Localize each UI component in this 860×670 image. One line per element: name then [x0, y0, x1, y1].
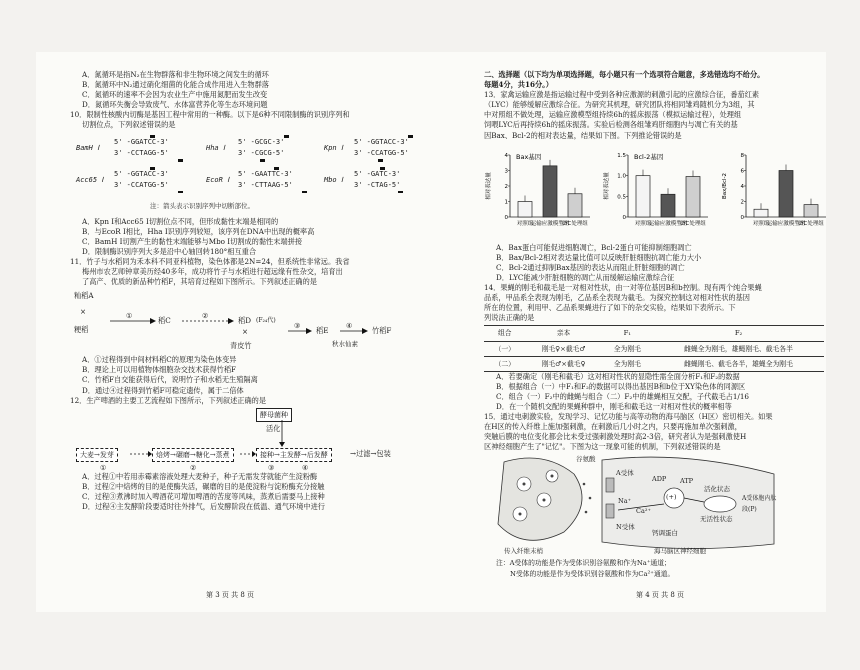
beer-step-1: ①	[100, 462, 107, 472]
filter-package-label: →过滤→包装	[350, 448, 391, 458]
x-tick-label: 对照组	[516, 220, 534, 227]
bar-charts-svg	[484, 143, 844, 243]
page-4-column	[484, 70, 844, 579]
activation-plus-label: (+)	[666, 493, 677, 502]
q14-stem-line1: 14．果蝇的刚毛和截毛是一对相对性状，由一对等位基因B和b控制。现有两个纯合果蝇	[484, 283, 762, 293]
table-header: F₁	[602, 326, 654, 341]
adp-label: ADP	[652, 475, 667, 484]
cut-site-arrows	[70, 133, 430, 193]
enzyme-kpni: Kpn Ⅰ	[324, 143, 343, 152]
y-axis-label: Bax/Bcl-2	[722, 172, 728, 199]
enzyme-ecori: EcoR Ⅰ	[206, 175, 230, 184]
bar	[686, 176, 700, 217]
step-2-label: ②	[202, 311, 209, 321]
q10-stem-line1: 10．限制性核酸内切酶是基因工程中常用的一种酶。以下是6种不同限制酶的识别序列和	[70, 110, 350, 120]
hippocampus-neuron-label: 海马脑区神经细胞	[654, 547, 706, 556]
beer-step-2: ②	[190, 462, 197, 472]
enzyme-hhai: Hha Ⅰ	[206, 143, 225, 152]
calmodulin-label: 钙调蛋白	[652, 529, 678, 538]
seq-ecori-top: 5' -GAATTC-3'	[238, 169, 293, 178]
bar	[754, 209, 768, 217]
y-tick-label: 3	[504, 168, 508, 175]
x-tick-label: LYC处理组	[562, 220, 588, 227]
bar	[779, 170, 793, 217]
q13-stem-line2: （LYC）能够缓解应激综合征。为研究其机理，研究团队将相同雏鸡随机分为3组，其	[484, 100, 755, 110]
enzyme-mboi: Mbo Ⅰ	[324, 175, 343, 184]
seq-hhai-bottom: 3' -CGCG-5'	[238, 148, 285, 157]
bar	[804, 204, 818, 216]
q14-option-c: C．组合（一）F₂中的雌蝇与组合（二）F₂中的雄蝇相互交配，子代截毛占1/16	[496, 391, 750, 401]
rice-d: 稻D	[238, 316, 251, 326]
parent-indica-a: 籼稻A	[74, 291, 94, 301]
y-tick-label: 1.0	[617, 173, 626, 180]
seq-hhai-top: 5' -GCGC-3'	[238, 137, 285, 146]
y-tick-label: 0	[622, 214, 626, 221]
barley-germination-box: 大麦→发芽	[76, 448, 118, 462]
calcium-label: Ca²⁺	[636, 507, 651, 516]
synapse-drawing	[484, 454, 844, 558]
seq-mboi-top: 5' -GATC-3'	[354, 169, 401, 178]
intracellular-peptide-label: A受体胞内肽段(P)	[742, 495, 777, 513]
q11-stem-line1: 11．竹子与水稻同为禾本科不同亚科植物，染色体都是2N=24，但系统性非常远。我省	[70, 256, 350, 266]
q12-option-d: D．过程④主发酵阶段要适时往外排气，后发酵阶段在低温、通气环境中进行	[82, 501, 325, 511]
inoculate-ferment-box: 接种→主发酵→后发酵	[256, 448, 332, 462]
enzyme-acc65i: Acc65 Ⅰ	[76, 175, 104, 184]
roast-mill-boil-box: 焙烤→碾磨→糖化→蒸煮	[152, 448, 234, 462]
seq-acc65i-bottom: 3' -CCATGG-5'	[114, 180, 169, 189]
cross-symbol-2: ×	[242, 327, 249, 337]
bar	[543, 166, 557, 217]
x-tick-label: 运输应激模型组	[648, 220, 688, 227]
step-1-label: ①	[126, 311, 133, 321]
y-tick-label: 0.5	[617, 193, 626, 200]
afferent-terminal-label: 传入纤维末梢	[504, 547, 543, 556]
step-4-label: ④	[346, 321, 353, 331]
q14-option-d: D．在一个随机交配的果蝇种群中，刚毛和截毛这一对相对性状的概率相等	[496, 401, 732, 411]
page-3-column	[70, 70, 450, 512]
seq-mboi-bottom: 3' -CTAG-5'	[354, 180, 401, 189]
q12-option-c: C．过程③煮沸时加入啤酒花可增加啤酒的苦度等风味，蒸煮后需要马上接种	[82, 491, 325, 501]
exam-sheet	[36, 52, 826, 612]
rice-d-generation: (F₂₄代)	[256, 317, 276, 325]
y-axis-label: 相对表达量	[604, 171, 610, 200]
q11-option-b: B．理论上可以用植物体细胞杂交技术获得竹稻F	[82, 365, 237, 375]
q15-stem-line1: 15．通过电刺激实验，发现学习、记忆功能与高等动物的海马脑区（H区）密切相关。如果	[484, 412, 773, 422]
q14-stem-line3: 所在的位置，利用甲、乙品系果蝇进行了如下的杂交实验，结果如下表所示。下	[484, 303, 736, 313]
q14-option-b: B．根据组合（一）中F₁和F₂的数据可以得出基因B和b位于XY染色体的同源区	[496, 381, 746, 391]
q13-option-a: A．Bax蛋白可能促进细胞凋亡，Bcl-2蛋白可能抑制细胞凋亡	[496, 242, 692, 252]
glutamate-label: 谷氨酸	[576, 455, 596, 464]
table-cell: （二）	[484, 356, 526, 371]
q10-option-a: A．Kpn Ⅰ和Acc65 Ⅰ切割位点不同，但形成黏性末端是相同的	[82, 216, 279, 226]
q11-stem-line2: 梅州市农艺师钟章美历经40多年，成功将竹子与水稻进行超远缘有性杂交，培育出	[82, 267, 343, 277]
table-cell: 雌蝇全为刚毛，雄蝇刚毛、截毛各半	[653, 341, 824, 356]
y-tick-label: 2	[740, 199, 744, 206]
q15-stem-line2: 在H区的传入纤维上施加强刺激，在刺激后几小时之内，只要再施加单次强刺激，	[484, 422, 742, 432]
q11-option-c: C．竹稻F自交能获得后代，说明竹子和水稻无生殖隔离	[82, 375, 258, 385]
q12-option-a: A．过程①中若用赤霉素溶液处理大麦种子，种子无需发芽就能产生淀粉酶	[82, 471, 318, 481]
colchicine-label: 秋水仙素	[332, 340, 358, 349]
seq-kpni-bottom: 3' -CCATGG-5'	[354, 148, 409, 157]
section-two-heading-line1: 二、选择题（以下均为单项选择题，每小题只有一个选项符合题意，多选错选均不给分。	[484, 70, 765, 79]
page-3-footer: 第 3 页 共 8 页	[206, 591, 255, 599]
q9-option-c: C．氮循环的速率不会因为农业生产中施用氮肥而发生改变	[82, 90, 268, 100]
y-tick-label: 8	[740, 152, 744, 159]
cross-symbol-1: ×	[80, 307, 87, 317]
y-tick-label: 1.5	[617, 152, 626, 159]
section-two-heading-line2: 每题4分，共16分。）	[484, 80, 553, 90]
seq-acc65i-top: 5' -GGTACC-3'	[114, 169, 169, 178]
q11-stem-line3: 了高产、优质的新品种竹稻F，其培育过程如下图所示。下列叙述正确的是	[82, 277, 317, 287]
table-header-row	[484, 326, 824, 341]
table-row	[484, 341, 824, 356]
enzyme-bamhi: BamH Ⅰ	[76, 143, 100, 152]
enzyme-figure-note: 注：箭头表示识别序列中切断部位。	[150, 201, 254, 210]
seq-bamhi-top: 5' -GGATCC-3'	[114, 137, 169, 146]
enzyme-sequence-figure	[70, 133, 450, 215]
q15-stem-line4: 区神经细胞产生了"记忆"。下图为这一现象可能的机制，下列叙述错误的是	[484, 442, 721, 452]
a-receptor-label: A受体	[616, 469, 634, 478]
x-tick-label: 对照组	[634, 220, 652, 227]
sodium-label: Na⁺	[618, 497, 631, 506]
y-tick-label: 4	[740, 183, 744, 190]
bar	[518, 201, 532, 217]
y-tick-label: 0	[504, 214, 508, 221]
q13-option-b: B．Bax/Bcl-2相对表达量比值可以反映肝脏细胞抗凋亡能力大小	[496, 252, 702, 262]
q13-option-c: C．Bcl-2通过抑制Bax基因的表达从而阻止肝脏细胞的凋亡	[496, 262, 685, 272]
q9-option-d: D．氮循环失衡会导致废气、水体富营养化等生态环境问题	[82, 100, 268, 110]
q14-option-a: A．若要确定（刚毛和截毛）这对相对性状的显隐性需全面分析F₁和F₂的数据	[496, 371, 740, 381]
step-3-label: ③	[294, 321, 301, 331]
y-tick-label: 2	[504, 183, 508, 190]
table-cell: 全为刚毛	[602, 341, 654, 356]
q12-option-b: B．过程②中焙烤的目的是使酶失活，碾磨的目的是使淀粉与淀粉酶充分接触	[82, 481, 325, 491]
chart-title: Bcl-2基因	[634, 152, 664, 161]
rice-c: 稻C	[158, 316, 171, 326]
table-cell: 雌蝇刚毛、截毛各半，雄蝇全为刚毛	[653, 356, 824, 371]
bar	[661, 194, 675, 217]
beer-step-4: ④	[302, 462, 309, 472]
table-header: F₂	[653, 326, 824, 341]
table-cell: （一）	[484, 341, 526, 356]
seq-kpni-top: 5' -GGTACC-3'	[354, 137, 409, 146]
active-state-label: 活化状态	[704, 485, 730, 494]
y-tick-label: 1	[504, 199, 508, 206]
q10-stem-line2: 切割位点，下列叙述错误的是	[82, 120, 176, 130]
green-bamboo: 青皮竹	[230, 341, 252, 351]
parent-japonica: 粳稻	[74, 325, 89, 335]
bamboo-rice-breeding-diagram	[70, 289, 450, 355]
q11-option-d: D．通过④过程得到竹稻F可稳定遗传，属于二倍体	[82, 385, 244, 395]
receptor-note-line2: N受体的功能是作为受体识别谷氨酸和作为Ca²⁺通道。	[510, 569, 675, 578]
y-axis-label: 相对表达量	[486, 171, 492, 200]
q10-option-d: D．限制酶识别序列大多是沿中心轴回转180°相互重合	[82, 246, 257, 256]
bar	[568, 193, 582, 216]
table-cell: 全为刚毛	[602, 356, 654, 371]
x-tick-label: LYC处理组	[680, 220, 706, 227]
chart-title: Bax基因	[516, 152, 542, 161]
q14-stem-line2: 品系，甲品系全表现为刚毛，乙品系全表现为截毛。为探究控制这对相对性状的基因	[484, 293, 750, 303]
yeast-strain-box: 酵母菌种	[256, 408, 292, 422]
q15-stem-line3: 突触后膜的电位变化都会比未受过强刺激处理时高2-3倍，研究者认为是强刺激使H	[484, 432, 747, 442]
gene-expression-charts	[484, 143, 844, 243]
y-tick-label: 0	[740, 214, 744, 221]
receptor-note-line1: 注：A受体的功能是作为受体识别谷氨酸和作为Na⁺通道；	[496, 559, 671, 568]
n-receptor-label: N受体	[616, 523, 635, 532]
q13-stem-line3: 中对照组不做处理，运输应激模型组持续6h的摇床振荡（模拟运输过程），处理组	[484, 110, 742, 120]
x-tick-label: 运输应激模型组	[766, 220, 806, 227]
q13-stem-line1: 13．家禽运输应激是指运输过程中受到各种应激源的刺激引起的应激综合征，番茄红素	[484, 90, 760, 100]
beer-arrows	[70, 408, 430, 472]
beer-process-diagram	[70, 408, 450, 472]
bamboo-rice-f: 竹稻F	[372, 326, 392, 336]
synapse-mechanism-diagram	[484, 454, 844, 558]
inactive-state-label: 无活性状态	[700, 515, 733, 524]
q13-stem-line4: 饲喂LYC后再持续6h的摇床振荡。实验后检测各组雏鸡肝细胞内与凋亡有关的基	[484, 120, 738, 130]
table-row	[484, 356, 824, 371]
q9-option-b: B．氮循环中N₂通过硝化细菌的化能合成作用进入生物群落	[82, 80, 269, 90]
bar	[636, 175, 650, 216]
beer-step-3: ③	[268, 462, 275, 472]
x-tick-label: 对照组	[752, 220, 770, 227]
q10-option-b: B．与EcoR Ⅰ相比，Hha Ⅰ识别序列较短，该序列在DNA中出现的概率高	[82, 226, 315, 236]
table-header: 亲本	[526, 326, 602, 341]
page-4-footer: 第 4 页 共 8 页	[636, 591, 685, 599]
x-tick-label: 运输应激模型组	[530, 220, 570, 227]
activation-label: 活化	[266, 423, 281, 433]
table-cell: 刚毛♂×截毛♀	[526, 356, 602, 371]
seq-ecori-bottom: 3' -CTTAAG-5'	[238, 180, 293, 189]
seq-bamhi-bottom: 3' -CCTAGG-5'	[114, 148, 169, 157]
atp-label: ATP	[680, 477, 694, 486]
rice-e: 稻E	[316, 326, 329, 336]
cross-results-table	[484, 325, 824, 371]
q10-option-c: C．BamH Ⅰ切割产生的黏性末端能够与Mbo Ⅰ切割成的黏性末端拼接	[82, 236, 303, 246]
q12-stem: 12．生产啤酒的主要工艺流程如下图所示，下列叙述正确的是	[70, 395, 267, 405]
y-tick-label: 4	[504, 152, 508, 159]
q11-option-a: A．①过程得到中间材料稻C的原理为染色体变异	[82, 355, 237, 365]
x-tick-label: LYC处理组	[798, 220, 824, 227]
table-header: 组合	[484, 326, 526, 341]
q9-option-a: A．氮循环是指N₂在生物群落和非生物环境之间发生的循环	[82, 70, 269, 79]
q13-stem-line5: 因Bax、Bcl-2的相对表达量，结果如下图。下列推论错误的是	[484, 130, 682, 140]
table-cell: 刚毛♀×截毛♂	[526, 341, 602, 356]
q14-stem-line4: 列说法正确的是	[484, 313, 535, 323]
q13-option-d: D．LYC能减少肝脏细胞的凋亡从而缓解运输应激综合征	[496, 272, 675, 282]
y-tick-label: 6	[740, 168, 744, 175]
